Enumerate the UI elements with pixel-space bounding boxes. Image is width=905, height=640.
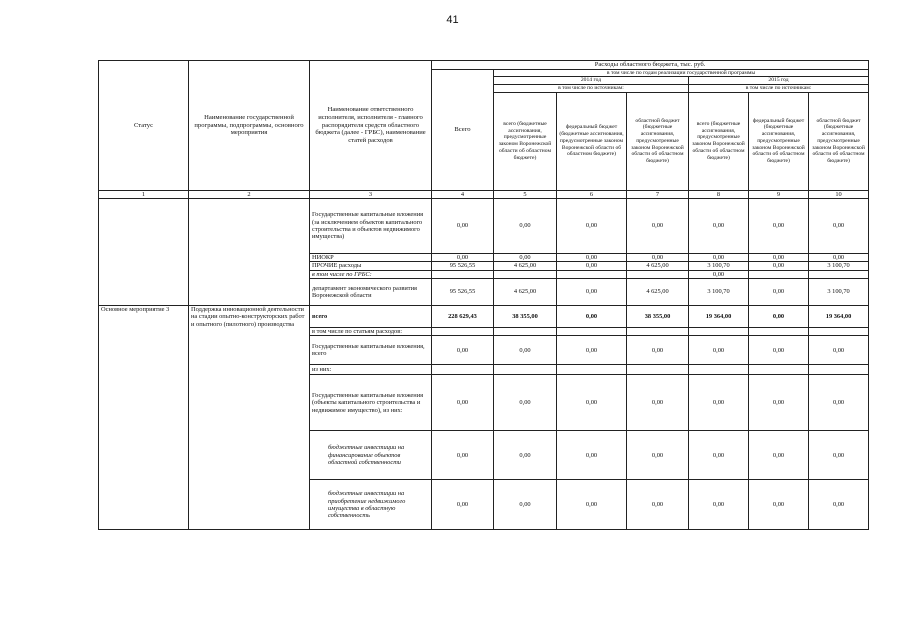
cell-value (627, 328, 689, 336)
cell-value: 0,00 (432, 375, 494, 431)
header-col8: всего (бюджетные ассигнования, предусмотренные законом Воронежской области об областном бюджете) (689, 92, 749, 190)
cell-value (689, 328, 749, 336)
cell-value: 228 629,43 (432, 306, 494, 328)
cell-value: 0,00 (627, 254, 689, 262)
col-num: 4 (432, 190, 494, 198)
col-num: 7 (627, 190, 689, 198)
cell-value: 0,00 (494, 480, 557, 530)
row-label: ПРОЧИЕ расходы (310, 262, 432, 270)
header-by-sources-2015: в том числе по источникам: (689, 84, 869, 92)
row-label: НИОКР (310, 254, 432, 262)
cell-value: 95 526,55 (432, 262, 494, 270)
column-numbers-row (99, 190, 869, 198)
cell-value: 3 100,70 (809, 279, 869, 306)
cell-value (809, 270, 869, 278)
cell-value (809, 328, 869, 336)
page-number: 41 (446, 14, 459, 26)
cell-value: 0,00 (809, 431, 869, 480)
cell-value: 4 625,00 (627, 279, 689, 306)
header-col9: федеральный бюджет (бюджетные ассигнования, предусмотренные законом Воронежской области об областном бюджете) (749, 92, 809, 190)
cell-value (557, 270, 627, 278)
cell-value: 0,00 (749, 431, 809, 480)
header-status: Статус (99, 61, 189, 191)
row-label: в том числе по ГРБС: (310, 270, 432, 278)
cell-value: 0,00 (494, 431, 557, 480)
col-num: 9 (749, 190, 809, 198)
row-label: Государственные капитальные вложения, всего (310, 336, 432, 365)
cell-value: 0,00 (809, 336, 869, 365)
row-label: Государственные капитальные вложения (объекты капитального строительства и недвижимое имущество), из них: (310, 375, 432, 431)
cell-value: 0,00 (749, 336, 809, 365)
cell-value (432, 270, 494, 278)
cell-value: 0,00 (749, 262, 809, 270)
cell-value: 0,00 (749, 254, 809, 262)
cell-value (557, 328, 627, 336)
cell-value: 4 625,00 (494, 262, 557, 270)
cell-value: 0,00 (689, 431, 749, 480)
cell-value (749, 270, 809, 278)
cell-value: 0,00 (432, 254, 494, 262)
cell-value: 0,00 (557, 375, 627, 431)
row-label: в том числе по статьям расходов: (310, 328, 432, 336)
status-cell (99, 199, 189, 306)
cell-value: 0,00 (689, 375, 749, 431)
cell-value: 0,00 (557, 480, 627, 530)
cell-value: 0,00 (557, 431, 627, 480)
header-executor: Наименование ответственного исполнителя, исполнителя - главного распорядителя средств областного бюджета (далее - ГРБС), наименование статей расходов (310, 61, 432, 191)
cell-value: 19 364,00 (809, 306, 869, 328)
header-program-name: Наименование государственной программы, подпрограммы, основного мероприятия (189, 61, 310, 191)
cell-value (749, 365, 809, 375)
row-label: департамент экономического развития Воронежской области (310, 279, 432, 306)
cell-value: 4 625,00 (494, 279, 557, 306)
col-num: 2 (189, 190, 310, 198)
cell-value: 0,00 (432, 480, 494, 530)
cell-value (557, 365, 627, 375)
header-col5: всего (бюджетные ассигнования, предусмотренные законом Воронежской области об областном бюджете) (494, 92, 557, 190)
header-col7: областной бюджет (бюджетные ассигнования, предусмотренные законом Воронежской области об областном бюджете) (627, 92, 689, 190)
col-num: 5 (494, 190, 557, 198)
cell-value: 0,00 (749, 480, 809, 530)
cell-value: 0,00 (809, 480, 869, 530)
table-row (99, 199, 869, 254)
cell-value (627, 270, 689, 278)
cell-value (809, 365, 869, 375)
cell-value: 3 100,70 (809, 262, 869, 270)
row-label: бюджетные инвестиции на приобретение недвижимого имущества в областную собственность (310, 480, 432, 530)
col-num: 1 (99, 190, 189, 198)
col-num: 6 (557, 190, 627, 198)
cell-value: 0,00 (689, 199, 749, 254)
cell-value: 0,00 (494, 336, 557, 365)
cell-value: 0,00 (432, 199, 494, 254)
row-label: Государственные капитальные вложения (за исключением объектов капитального строительства и объектов недвижимого имущества) (310, 199, 432, 254)
cell-value: 0,00 (689, 270, 749, 278)
cell-value: 0,00 (809, 375, 869, 431)
header-by-sources-2014: в том числе по источникам: (494, 84, 689, 92)
cell-value: 38 355,00 (627, 306, 689, 328)
cell-value: 19 364,00 (689, 306, 749, 328)
cell-value: 0,00 (809, 254, 869, 262)
cell-value: 0,00 (749, 199, 809, 254)
cell-value: 0,00 (557, 262, 627, 270)
cell-value (494, 328, 557, 336)
cell-value: 0,00 (557, 199, 627, 254)
cell-value (432, 365, 494, 375)
measure-name: Поддержка инновационной деятельности на стадии опытно-конструкторских работ и опытного (пилотного) производства (189, 306, 310, 530)
cell-value (432, 328, 494, 336)
cell-value: 0,00 (627, 431, 689, 480)
cell-value: 0,00 (689, 480, 749, 530)
cell-value: 0,00 (557, 306, 627, 328)
cell-value: 0,00 (809, 199, 869, 254)
cell-value: 0,00 (494, 375, 557, 431)
row-label: из них: (310, 365, 432, 375)
cell-value: 95 526,55 (432, 279, 494, 306)
cell-value: 0,00 (749, 279, 809, 306)
table-row (99, 306, 869, 328)
col-num: 10 (809, 190, 869, 198)
cell-value: 0,00 (627, 336, 689, 365)
header-expenses-title: Расходы областного бюджета, тыс. руб. (432, 61, 869, 70)
cell-value: 3 100,70 (689, 262, 749, 270)
col-num: 8 (689, 190, 749, 198)
cell-value: 0,00 (557, 279, 627, 306)
cell-value: 4 625,00 (627, 262, 689, 270)
cell-value: 0,00 (557, 254, 627, 262)
cell-value: 38 355,00 (494, 306, 557, 328)
header-by-years: в том числе по годам реализации государственной программы (494, 69, 869, 77)
col-num: 3 (310, 190, 432, 198)
cell-value: 0,00 (749, 306, 809, 328)
measure-status: Основное мероприятие 3 (99, 306, 189, 530)
header-col10: областной бюджет (бюджетные ассигнования, предусмотренные законом Воронежской области об областном бюджете) (809, 92, 869, 190)
cell-value: 0,00 (494, 199, 557, 254)
header-year-2015: 2015 год (689, 77, 869, 85)
cell-value: 0,00 (432, 431, 494, 480)
cell-value: 0,00 (557, 336, 627, 365)
cell-value: 0,00 (432, 336, 494, 365)
header-col6: федеральный бюджет (бюджетные ассигнования, предусмотренные законом Воронежской области об областном бюджете) (557, 92, 627, 190)
row-label: всего (310, 306, 432, 328)
cell-value (627, 365, 689, 375)
cell-value: 0,00 (627, 375, 689, 431)
cell-value: 3 100,70 (689, 279, 749, 306)
budget-table (98, 60, 868, 530)
row-label: бюджетные инвестиции на финансирование объектов областной собственности (310, 431, 432, 480)
cell-value: 0,00 (627, 480, 689, 530)
program-cell (189, 199, 310, 306)
cell-value: 0,00 (494, 254, 557, 262)
cell-value: 0,00 (689, 254, 749, 262)
cell-value: 0,00 (749, 375, 809, 431)
cell-value (494, 270, 557, 278)
cell-value: 0,00 (689, 336, 749, 365)
cell-value (494, 365, 557, 375)
cell-value (689, 365, 749, 375)
cell-value: 0,00 (627, 199, 689, 254)
cell-value (749, 328, 809, 336)
header-year-2014: 2014 год (494, 77, 689, 85)
header-total: Всего (432, 69, 494, 190)
